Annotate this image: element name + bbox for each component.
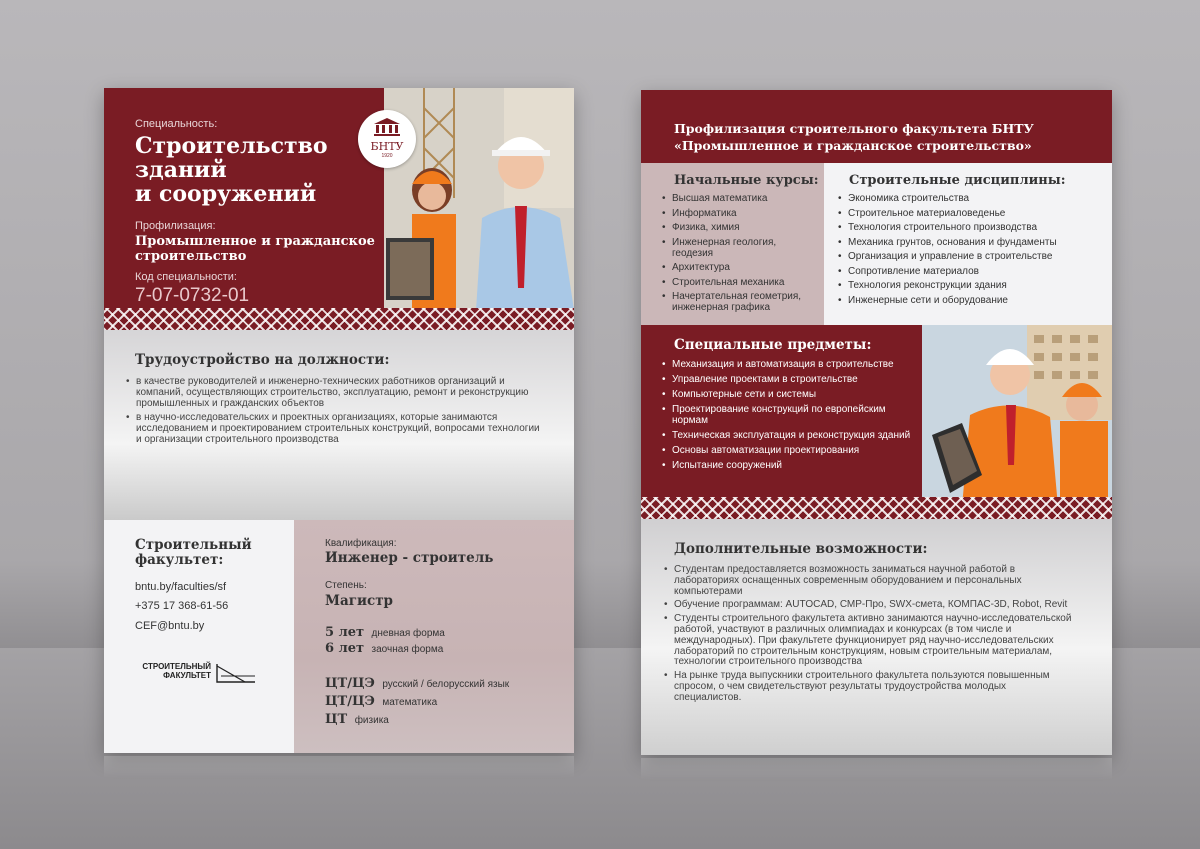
faculty-title: Строительный факультет:: [135, 537, 252, 568]
specialty-title: Строительство зданий и сооружений: [135, 133, 328, 207]
specialty-code: 7-07-0732-01: [135, 285, 250, 306]
profile-header-title: Профилизация строительного факультета БНТУ «Промышленное и гражданское строительство»: [674, 121, 1034, 153]
engineers-photo-2: [922, 325, 1112, 507]
list-item: • Обучение программам: AUTOCAD, СМР-Про, SWX-смета, КОМПАС-3D, Robot, Revit: [662, 600, 1072, 611]
list-item: • Экономика строительства: [836, 193, 1108, 204]
special-subjects-panel: [641, 325, 922, 497]
exam-row: ЦТ/ЦЭ математика: [325, 694, 438, 709]
left-flyer: [104, 88, 574, 753]
disciplines-panel: [824, 163, 1112, 325]
engineers-photo: [370, 88, 574, 310]
list-item: • Информатика: [660, 208, 820, 219]
ornament-band-top: [104, 308, 574, 330]
extra-section: [641, 519, 1112, 755]
bntu-logo: [358, 110, 416, 168]
faculty-logo-text: СТРОИТЕЛЬНЫЙ ФАКУЛЬТЕТ: [142, 662, 211, 680]
list-item: • Механизация и автоматизация в строительстве: [660, 359, 920, 370]
study-form-row: 5 лет дневная форма: [325, 625, 445, 640]
specialty-label: Специальность:: [135, 118, 218, 130]
employment-list: [124, 376, 544, 445]
profile-title: Промышленное и гражданское строительство: [135, 234, 375, 264]
list-item: • Высшая математика: [660, 193, 820, 204]
list-item: • Компьютерные сети и системы: [660, 389, 920, 400]
list-item: • Студенты строительного факультета активно занимаются научно-исследовательской работой, участвуют в различных олимпиадах и конкурсах (в том числе и международных). При факультете функционирует ряд научно-исследовательских лабораторий по строительным конструкциям, новым строительным материалам, технологии строительного производства: [662, 614, 1072, 668]
initial-courses-title: Начальные курсы:: [674, 173, 819, 188]
list-item: • в качестве руководителей и инженерно-технических работников организаций и компаний, осуществляющих строительство, эксплуатацию, ремонт и реконструкцию промышленных и гражданских объектов: [124, 376, 544, 409]
faculty-email[interactable]: CEF@bntu.by: [135, 620, 205, 632]
faculty-logo-icon: [215, 662, 257, 684]
exam-row: ЦТ физика: [325, 712, 389, 727]
list-item: • Начертательная геометрия, инженерная графика: [660, 291, 820, 313]
right-flyer: [641, 90, 1112, 755]
employment-title: Трудоустройство на должности:: [135, 352, 390, 368]
building-icon: [374, 118, 400, 136]
special-subjects-title: Специальные предметы:: [674, 337, 872, 353]
list-item: • Сопротивление материалов: [836, 266, 1108, 277]
left-reflection: [104, 756, 574, 778]
list-item: • Испытание сооружений: [660, 460, 920, 471]
code-label: Код специальности:: [135, 271, 237, 283]
list-item: • Управление проектами в строительстве: [660, 374, 920, 385]
title-block: [104, 88, 384, 310]
exam-row: ЦТ/ЦЭ русский / белорусский язык: [325, 676, 510, 691]
disciplines-title: Строительные дисциплины:: [849, 173, 1066, 188]
study-form-row: 6 лет заочная форма: [325, 641, 444, 656]
qualification-value: Инженер - строитель: [325, 550, 494, 566]
list-item: • На рынке труда выпускники строительного факультета пользуются повышенным спросом, о чем свидетельствуют результаты трудоустройства молодых специалистов.: [662, 671, 1072, 703]
list-item: • Строительное материаловеденье: [836, 208, 1108, 219]
extra-title: Дополнительные возможности:: [674, 541, 928, 557]
disciplines-list: [836, 193, 1108, 306]
faculty-site[interactable]: bntu.by/faculties/sf: [135, 581, 227, 593]
list-item: • Организация и управление в строительстве: [836, 251, 1108, 262]
list-item: • Технология строительного производства: [836, 222, 1108, 233]
list-item: • Студентам предоставляется возможность заниматься научной работой в лабораториях оснащенных современным оборудованием и персональных компьютерами: [662, 565, 1072, 597]
ornament-band-bottom: [641, 497, 1112, 519]
special-subjects-list: [660, 359, 920, 471]
initial-courses-panel: [641, 163, 824, 325]
faculty-contacts: [104, 520, 294, 753]
list-item: • Инженерные сети и оборудование: [836, 295, 1108, 306]
qualification-label: Квалификация:: [325, 538, 397, 549]
list-item: • Физика, химия: [660, 222, 820, 233]
profile-label: Профилизация:: [135, 220, 216, 232]
faculty-phone[interactable]: +375 17 368-61-56: [135, 600, 229, 612]
engineers-illustration-2: [922, 325, 1112, 507]
list-item: • в научно-исследовательских и проектных организациях, которые занимаются исследованием и проектированием строительных конструкций, вопросами технологии и организации строительного производства: [124, 412, 544, 445]
logo-year: 1920: [381, 153, 393, 159]
list-item: • Проектирование конструкций по европейским нормам: [660, 404, 920, 426]
employment-section: [104, 330, 574, 520]
list-item: • Механика грунтов, основания и фундаменты: [836, 237, 1108, 248]
qualification-panel: [294, 520, 574, 753]
profile-header: [641, 90, 1112, 163]
extra-list: [662, 565, 1072, 704]
list-item: • Основы автоматизации проектирования: [660, 445, 920, 456]
list-item: • Архитектура: [660, 262, 820, 273]
degree-value: Магистр: [325, 593, 394, 609]
list-item: • Инженерная геология, геодезия: [660, 237, 820, 259]
logo-text: БНТУ: [370, 140, 404, 153]
list-item: • Техническая эксплуатация и реконструкция зданий: [660, 430, 920, 441]
list-item: • Строительная механика: [660, 277, 820, 288]
faculty-logo: [135, 662, 257, 686]
list-item: • Технология реконструкции здания: [836, 280, 1108, 291]
degree-label: Степень:: [325, 580, 367, 591]
right-reflection: [641, 758, 1112, 780]
initial-courses-list: [660, 193, 820, 313]
